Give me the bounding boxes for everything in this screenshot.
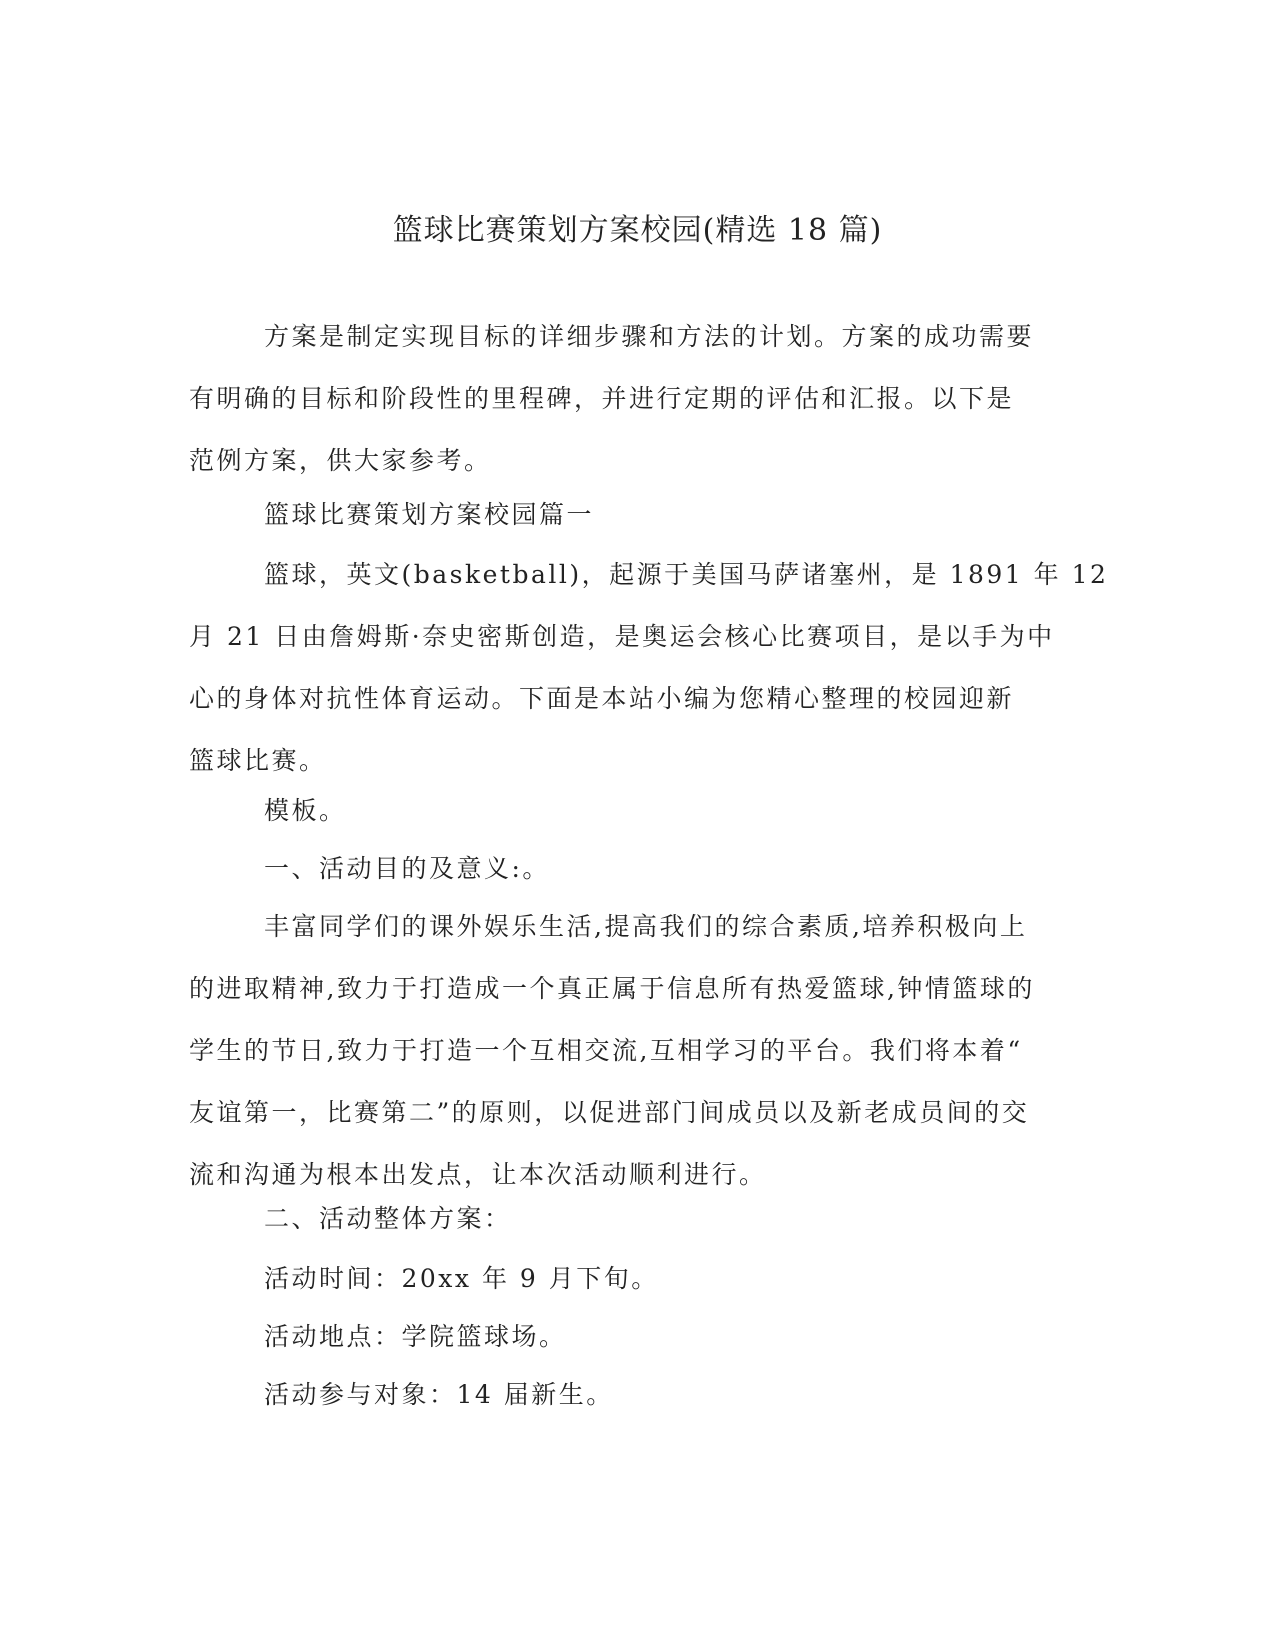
intro-line: 范例方案，供大家参考。: [189, 446, 492, 475]
activity-location-text: 活动地点：学院篮球场。: [264, 1322, 567, 1351]
purpose-body-line: 友谊第一，比赛第二”的原则，以促进部门间成员以及新老成员间的交: [189, 1098, 1030, 1127]
basketball-intro-line: 心的身体对抗性体育运动。下面是本站小编为您精心整理的校园迎新: [189, 684, 1015, 713]
intro-line: 方案是制定实现目标的详细步骤和方法的计划。方案的成功需要: [264, 322, 1035, 351]
purpose-body-line: 的进取精神,致力于打造成一个真正属于信息所有热爱篮球,钟情篮球的: [189, 974, 1035, 1003]
purpose-heading: [189, 838, 1079, 900]
template-label: [189, 780, 1079, 842]
intro-paragraph: [189, 306, 1079, 492]
section-heading-text: 篮球比赛策划方案校园篇一: [264, 500, 595, 529]
template-label-text: 模板。: [264, 796, 347, 825]
basketball-intro-line: 篮球，英文(basketball)，起源于美国马萨诸塞州，是 1891 年 12: [264, 560, 1109, 589]
activity-participants-text: 活动参与对象：14 届新生。: [264, 1380, 614, 1409]
purpose-body-line: 学生的节日,致力于打造一个互相交流,互相学习的平台。我们将本着“: [189, 1036, 1023, 1065]
section-heading: [189, 484, 1079, 546]
plan-heading: [189, 1188, 1079, 1250]
document-title: 篮球比赛策划方案校园(精选 18 篇): [392, 213, 883, 248]
activity-time: [189, 1248, 1079, 1310]
purpose-heading-text: 一、活动目的及意义:。: [264, 854, 550, 883]
purpose-body-line: 流和沟通为根本出发点，让本次活动顺利进行。: [189, 1160, 767, 1189]
activity-location: [189, 1306, 1079, 1368]
purpose-body-paragraph: [189, 896, 1079, 1206]
activity-participants: [189, 1364, 1079, 1426]
purpose-body-line: 丰富同学们的课外娱乐生活,提高我们的综合素质,培养积极向上: [264, 912, 1028, 941]
intro-line: 有明确的目标和阶段性的里程碑，并进行定期的评估和汇报。以下是: [189, 384, 1015, 413]
basketball-intro-paragraph: [189, 544, 1109, 792]
plan-heading-text: 二、活动整体方案：: [264, 1204, 512, 1233]
activity-time-text: 活动时间：20xx 年 9 月下旬。: [264, 1264, 659, 1293]
basketball-intro-line: 篮球比赛。: [189, 746, 327, 775]
basketball-intro-line: 月 21 日由詹姆斯·奈史密斯创造，是奥运会核心比赛项目，是以手为中: [189, 622, 1055, 651]
